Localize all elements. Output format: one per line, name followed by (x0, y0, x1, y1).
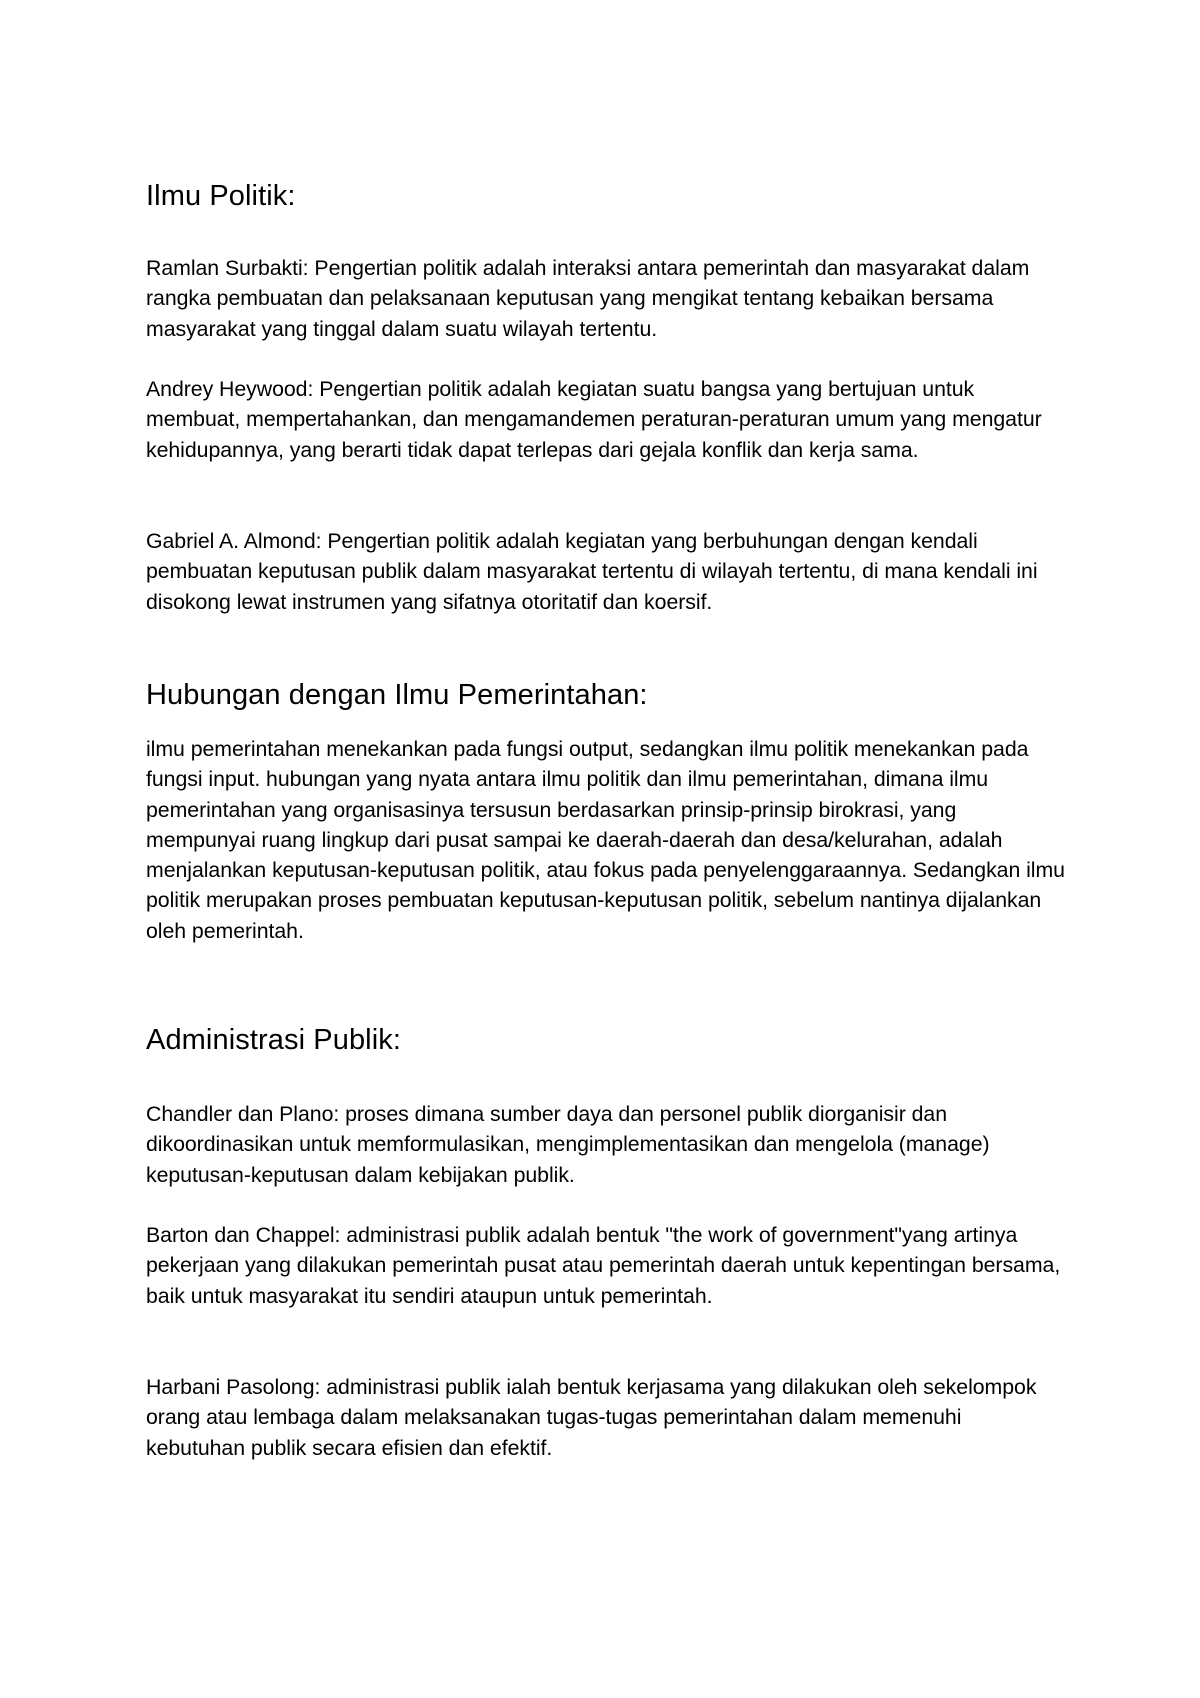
paragraph-harbani-pasolong: Harbani Pasolong: administrasi publik ialah bentuk kerjasama yang dilakukan oleh sekelompok orang atau lembaga dalam melaksanakan tugas-tugas pemerintahan dalam memenuhi kebutuhan publik secara efisien dan efektif. (146, 1375, 1037, 1460)
heading-administrasi-publik: Administrasi Publik: (146, 1024, 402, 1056)
paragraph-gabriel-almond: Gabriel A. Almond: Pengertian politik adalah kegiatan yang berbuhungan dengan kendali pembuatan keputusan publik dalam masyarakat tertentu di wilayah tertentu, di mana kendali ini disokong lewat instrumen yang sifatnya otoritatif dan koersif. (146, 529, 1038, 614)
paragraph-hubungan: ilmu pemerintahan menekankan pada fungsi output, sedangkan ilmu politik menekankan pada fungsi input. hubungan yang nyata antara ilmu politik dan ilmu pemerintahan, dimana ilmu pemerintahan yang organisasinya tersusun berdasarkan prinsip-prinsip birokrasi, yang mempunyai ruang lingkup dari pusat sampai ke daerah-daerah dan desa/kelurahan, adalah menjalankan keputusan-keputusan politik, atau fokus pada penyelenggaraannya. Sedangkan ilmu politik merupakan proses pembuatan keputusan-keputusan politik, sebelum nantinya dijalankan oleh pemerintah. (146, 737, 1065, 943)
paragraph-barton-chappel: Barton dan Chappel: administrasi publik adalah bentuk "the work of government"yang artinya pekerjaan yang dilakukan pemerintah pusat atau pemerintah daerah untuk kepentingan bersama, baik untuk masyarakat itu sendiri ataupun untuk pemerintah. (146, 1223, 1061, 1308)
paragraph-ramlan-surbakti: Ramlan Surbakti: Pengertian politik adalah interaksi antara pemerintah dan masyarakat dalam rangka pembuatan dan pelaksanaan keputusan yang mengikat tentang kebaikan bersama masyarakat yang tinggal dalam suatu wilayah tertentu. (146, 256, 1030, 341)
heading-hubungan-ilmu-pemerintahan: Hubungan dengan Ilmu Pemerintahan: (146, 679, 648, 711)
heading-ilmu-politik: Ilmu Politik: (146, 180, 296, 212)
paragraph-chandler-plano: Chandler dan Plano: proses dimana sumber daya dan personel publik diorganisir dan dikoordinasikan untuk memformulasikan, mengimplementasikan dan mengelola (manage) keputusan-keputusan dalam kebijakan publik. (146, 1102, 990, 1187)
paragraph-andrey-heywood: Andrey Heywood: Pengertian politik adalah kegiatan suatu bangsa yang bertujuan untuk membuat, mempertahankan, dan mengamandemen peraturan-peraturan umum yang mengatur kehidupannya, yang berarti tidak dapat terlepas dari gejala konflik dan kerja sama. (146, 377, 1042, 462)
